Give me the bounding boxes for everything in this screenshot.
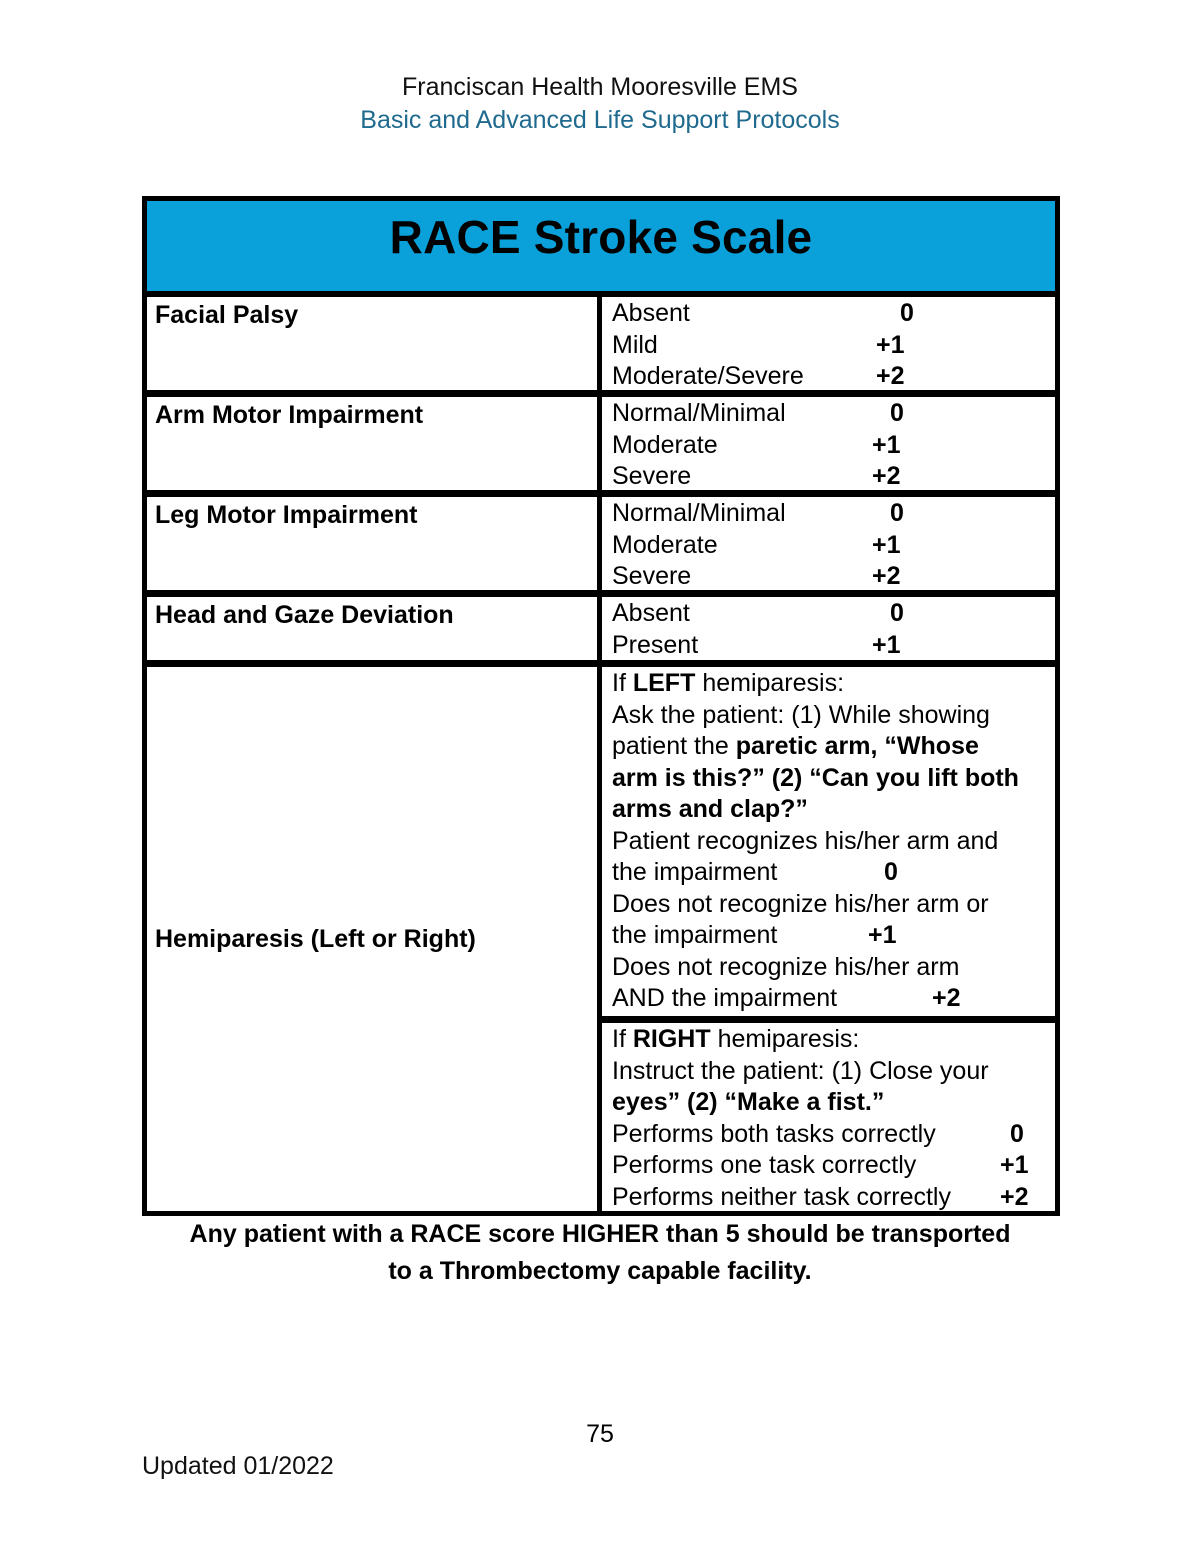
option-row <box>612 298 1055 330</box>
option-text: Mild <box>612 330 658 359</box>
row-label-arm-motor: Arm Motor Impairment <box>155 401 424 429</box>
option-score: +2 <box>876 362 905 390</box>
option-row <box>612 598 1055 630</box>
option-row <box>612 857 1055 889</box>
right-hemiparesis-cell <box>602 1023 1055 1211</box>
row-label-hemiparesis: Hemiparesis (Left or Right) <box>155 925 476 953</box>
option-row <box>612 1150 1055 1182</box>
option-text: Moderate <box>612 530 718 559</box>
option-row <box>612 398 1055 430</box>
option-text: AND the impairment <box>612 984 838 1012</box>
option-text: Moderate <box>612 430 718 459</box>
document-subtitle: Basic and Advanced Life Support Protocols <box>360 106 840 134</box>
right-hemiparesis-heading <box>612 1024 1055 1056</box>
scale-title-cell <box>147 201 1055 291</box>
option-row <box>612 498 1055 530</box>
row-label-cell <box>147 297 597 390</box>
option-text: Severe <box>612 562 692 590</box>
option-row <box>612 330 1055 362</box>
instruction-text: patient the <box>612 732 736 760</box>
option-score: +2 <box>872 562 901 590</box>
if-text: If <box>612 1025 626 1053</box>
row-options-cell <box>602 297 1055 390</box>
instruction-line: Ask the patient: (1) While showing <box>612 700 990 729</box>
instruction-bold: paretic arm, “Whose <box>735 732 979 760</box>
option-score: +1 <box>872 530 901 559</box>
page-header <box>0 70 1200 136</box>
row-options-cell <box>602 397 1055 490</box>
row-label-cell <box>147 597 597 660</box>
heading-rest: hemiparesis: <box>702 669 845 697</box>
option-text: Performs neither task correctly <box>612 1182 951 1211</box>
scale-title: RACE Stroke Scale <box>389 211 813 263</box>
row-options-cell <box>602 597 1055 660</box>
row-label-cell <box>147 497 597 590</box>
transport-note-line: Any patient with a RACE score HIGHER than 5 should be transported <box>189 1220 1011 1248</box>
transport-note-line: to a Thrombectomy capable facility. <box>388 1257 812 1285</box>
option-row <box>612 530 1055 562</box>
row-label-cell <box>147 397 597 490</box>
option-row <box>612 430 1055 462</box>
instruction-line: Instruct the patient: (1) Close your <box>612 1056 989 1085</box>
option-text: Does not recognize his/her arm or <box>612 889 989 918</box>
option-score: +2 <box>932 984 961 1012</box>
option-text: Moderate/Severe <box>612 362 804 390</box>
option-score: +1 <box>872 430 901 459</box>
left-hemiparesis-cell <box>602 667 1055 1016</box>
option-text: Patient recognizes his/her arm and <box>612 826 999 855</box>
option-row <box>612 983 1055 1015</box>
if-text: If <box>612 669 626 697</box>
row-options-cell <box>602 497 1055 590</box>
option-text: Normal/Minimal <box>612 499 786 527</box>
option-row <box>612 461 1055 493</box>
option-score: +1 <box>1000 1151 1029 1179</box>
row-label-head-gaze: Head and Gaze Deviation <box>155 601 454 629</box>
option-score: 0 <box>890 399 904 427</box>
option-row <box>612 1119 1055 1151</box>
option-text: Present <box>612 630 699 659</box>
option-row <box>612 361 1055 393</box>
page-number: 75 <box>586 1420 614 1448</box>
option-text: Performs both tasks correctly <box>612 1119 936 1148</box>
option-score: +1 <box>868 921 897 949</box>
option-score: 0 <box>890 499 904 527</box>
option-row <box>612 1182 1055 1214</box>
option-text: Absent <box>612 299 690 327</box>
option-score: +2 <box>872 462 901 490</box>
row-label-facial-palsy: Facial Palsy <box>155 301 299 329</box>
side-left: LEFT <box>632 669 696 697</box>
option-score: 0 <box>1010 1119 1024 1148</box>
option-text: Severe <box>612 462 692 490</box>
option-row <box>612 630 1055 662</box>
option-text: Performs one task correctly <box>612 1151 917 1179</box>
race-scale-table <box>142 196 1060 1216</box>
option-row <box>612 561 1055 593</box>
option-score: +1 <box>872 630 901 659</box>
side-right: RIGHT <box>632 1025 711 1053</box>
organization-name: Franciscan Health Mooresville EMS <box>402 73 798 101</box>
instruction-line: arm is this?” (2) “Can you lift both <box>612 763 1019 792</box>
option-score: +2 <box>1000 1182 1029 1211</box>
heading-rest: hemiparesis: <box>717 1025 860 1053</box>
option-score: 0 <box>884 858 898 886</box>
instruction-line <box>612 731 1055 763</box>
row-label-leg-motor: Leg Motor Impairment <box>155 501 418 529</box>
option-text: Absent <box>612 599 690 627</box>
option-text: the impairment <box>612 921 778 949</box>
instruction-line: eyes” (2) “Make a fist.” <box>612 1088 885 1116</box>
option-text: the impairment <box>612 858 778 886</box>
updated-date: Updated 01/2022 <box>142 1452 334 1480</box>
option-score: 0 <box>890 599 904 627</box>
instruction-line: arms and clap?” <box>612 795 808 823</box>
option-score: +1 <box>876 330 905 359</box>
left-hemiparesis-heading <box>612 668 1055 700</box>
transport-note <box>0 1216 1200 1290</box>
option-text: Normal/Minimal <box>612 399 786 427</box>
option-row <box>612 920 1055 952</box>
row-label-cell <box>147 667 597 1211</box>
option-score: 0 <box>900 299 914 327</box>
option-text: Does not recognize his/her arm <box>612 952 960 981</box>
